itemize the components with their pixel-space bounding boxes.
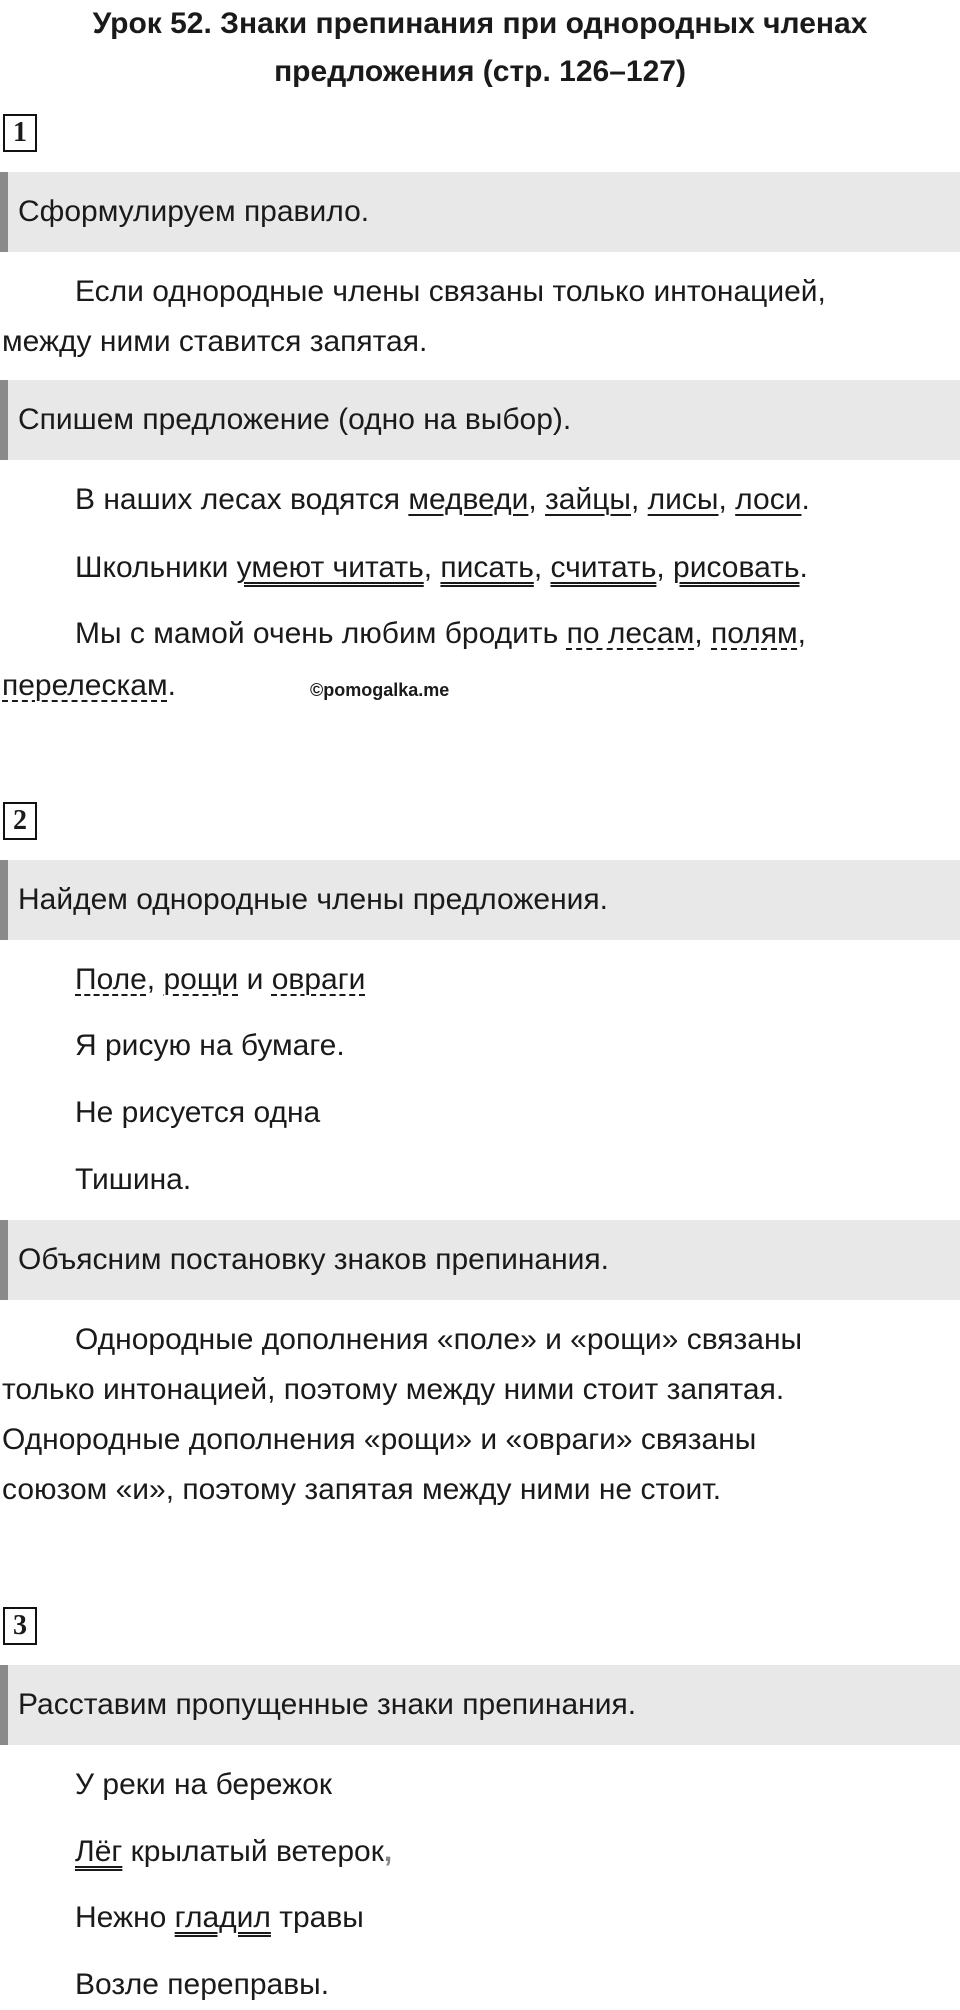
homogeneous-predicate: писать (440, 551, 534, 584)
homogeneous-object: Поле (75, 963, 147, 996)
predicate: Лёг (75, 1835, 123, 1868)
task-bar-formulate-rule: Сформулируем правило. (0, 172, 960, 252)
period: . (801, 483, 810, 516)
homogeneous-word: медведи (408, 483, 529, 516)
task-bar-copy-sentence: Спишем предложение (одно на выбор). (0, 380, 960, 460)
poem-line-3: Не рисуется одна (75, 1096, 321, 1129)
verse-line-2 (75, 1827, 392, 1877)
poem-line-2: Я рисую на бумаге. (75, 1029, 345, 1062)
homogeneous-object: овраги (271, 963, 366, 996)
page-title (0, 0, 960, 96)
title-line-1: Урок 52. Знаки препинания при однородных членах (92, 7, 868, 40)
verse-line-3 (75, 1893, 364, 1943)
explanation-line-2: только интонацией, поэтому между ними стоит запятая. (2, 1373, 785, 1406)
sentence-1-text: В наших лесах водятся (75, 483, 409, 516)
sentence-3-line-2 (2, 661, 176, 711)
explanation-line-1: Однородные дополнения «поле» и «рощи» связаны (75, 1323, 803, 1356)
homogeneous-word: зайцы (545, 483, 631, 516)
homogeneous-predicate: считать (550, 551, 657, 584)
comma: , (797, 617, 807, 650)
sentence-1 (75, 475, 810, 525)
homogeneous-predicate: умеют читать (236, 551, 424, 584)
verse-text: травы (270, 1901, 364, 1934)
period: . (799, 551, 808, 584)
comma: , (528, 483, 546, 516)
comma: , (694, 617, 712, 650)
comma: , (718, 483, 736, 516)
poem-line-4: Тишина. (75, 1163, 192, 1196)
explanation-line-3: Однородные дополнения «рощи» и «овраги» связаны (2, 1423, 757, 1456)
comma: , (656, 551, 674, 584)
rule-text (2, 267, 952, 367)
task-bar-place-punctuation: Расставим пропущенные знаки препинания. (0, 1665, 960, 1745)
rule-line-1: Если однородные члены связаны только интонацией, (75, 275, 826, 308)
exercise-number-2: 2 (3, 802, 37, 840)
homogeneous-circumstance: по лесам (566, 617, 695, 650)
sentence-2-text: Школьники (75, 551, 237, 584)
explanation-text (2, 1315, 952, 1515)
comma: , (146, 963, 164, 996)
inserted-comma: , (383, 1835, 393, 1868)
sentence-3-text: Мы с мамой очень любим бродить (75, 617, 567, 650)
comma: , (631, 483, 648, 516)
period: . (167, 669, 176, 702)
task-bar-explain-punctuation: Объясним постановку знаков препинания. (0, 1220, 960, 1300)
verse-line-1: У реки на бережок (75, 1768, 333, 1801)
homogeneous-predicate: рисовать (673, 551, 800, 584)
task-bar-find-homogeneous: Найдем однородные члены предложения. (0, 860, 960, 940)
verse-text: крылатый ветерок (122, 1835, 384, 1868)
predicate: гладил (174, 1901, 271, 1934)
comma: , (423, 551, 441, 584)
exercise-number-1: 1 (3, 114, 37, 152)
sentence-2 (75, 543, 808, 593)
verse-text: Нежно (75, 1901, 175, 1934)
sentence-3-line-1 (75, 609, 806, 659)
comma: , (533, 551, 551, 584)
exercise-number-3: 3 (3, 1607, 37, 1645)
homogeneous-circumstance: полям (711, 617, 798, 650)
explanation-line-4: союзом «и», поэтому запятая между ними не стоит. (2, 1473, 722, 1506)
homogeneous-word: лоси (735, 483, 802, 516)
verse-line-4: Возле переправы. (75, 1968, 330, 2001)
title-line-2: предложения (стр. 126–127) (274, 55, 686, 88)
homogeneous-object: рощи (163, 963, 239, 996)
poem-line-1 (75, 955, 365, 1005)
homogeneous-word: лисы (647, 483, 719, 516)
conjunction: и (238, 963, 272, 996)
watermark: ©pomogalka.me (310, 680, 450, 700)
homogeneous-circumstance: перелескам (2, 669, 168, 702)
rule-line-2: между ними ставится запятая. (2, 325, 428, 358)
